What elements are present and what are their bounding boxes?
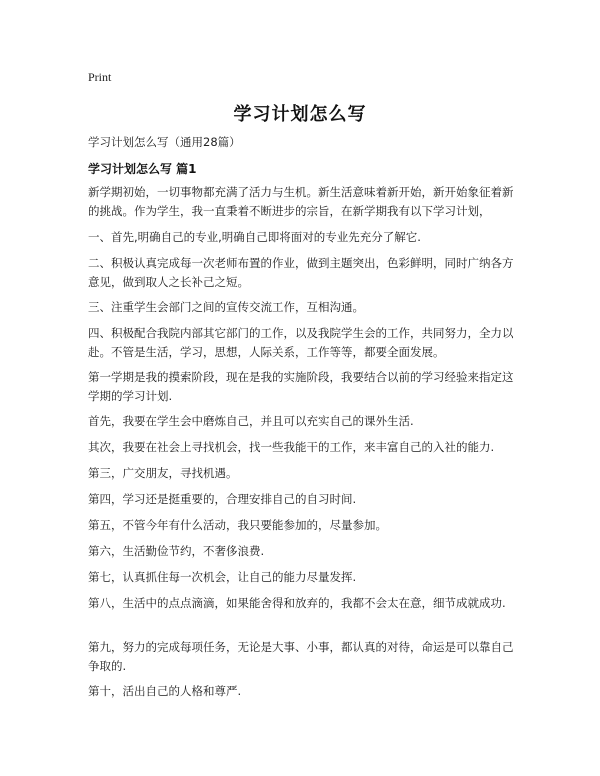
paragraph-intro: 新学期初始，一切事物都充满了活力与生机。新生活意味着新开始，新开始象征着新的挑战。作为学生，我一直秉着不断进步的宗旨，在新学期我有以下学习计划， bbox=[88, 185, 514, 218]
paragraph-3: 三、注重学生会部门之间的宣传交流工作，互相沟通。 bbox=[88, 300, 364, 314]
paragraph-15: 第十，活出自己的人格和尊严. bbox=[88, 684, 242, 698]
page-title: 学习计划怎么写 bbox=[233, 104, 367, 125]
paragraph-9: 第四，学习还是挺重要的，合理安排自己的自习时间. bbox=[88, 492, 357, 506]
paragraph-14: 第九，努力的完成每项任务，无论是大事、小事，都认真的对待，命运是可以靠自己争取的. bbox=[88, 640, 514, 673]
paragraph-6: 首先，我要在学生会中磨炼自己，并且可以充实自己的课外生活. bbox=[88, 414, 414, 428]
paragraph-10: 第五，不管今年有什么活动，我只要能参加的，尽量参加。 bbox=[88, 518, 387, 532]
print-label[interactable]: Print bbox=[88, 70, 112, 84]
paragraph-1: 一、首先,明确自己的专业,明确自己即将面对的专业先充分了解它. bbox=[88, 230, 421, 244]
paragraph-11: 第六，生活勤俭节约，不奢侈浪费. bbox=[88, 544, 265, 558]
paragraph-4: 四、积极配合我院内部其它部门的工作，以及我院学生会的工作，共同努力，全力以赴。不管是生活，学习，思想，人际关系，工作等等，都要全面发展。 bbox=[88, 326, 514, 359]
paragraph-8: 第三，广交朋友，寻找机遇。 bbox=[88, 466, 238, 480]
paragraph-13: 第八，生活中的点点滴滴，如果能舍得和放弃的，我都不会太在意，细节成就成功. bbox=[88, 596, 506, 610]
section-heading: 学习计划怎么写 篇1 bbox=[88, 162, 197, 176]
paragraph-5: 第一学期是我的摸索阶段，现在是我的实施阶段，我要结合以前的学习经验来指定这学期的学习计划. bbox=[88, 370, 514, 403]
document-subtitle: 学习计划怎么写（通用28篇） bbox=[88, 135, 241, 149]
paragraph-2: 二、积极认真完成每一次老师布置的作业，做到主题突出，色彩鲜明，同时广纳各方意见，做到取人之长补己之短。 bbox=[88, 256, 514, 289]
paragraph-12: 第七，认真抓住每一次机会，让自己的能力尽量发挥. bbox=[88, 570, 357, 584]
paragraph-7: 其次，我要在社会上寻找机会，找一些我能干的工作，来丰富自己的入社的能力. bbox=[88, 440, 495, 454]
